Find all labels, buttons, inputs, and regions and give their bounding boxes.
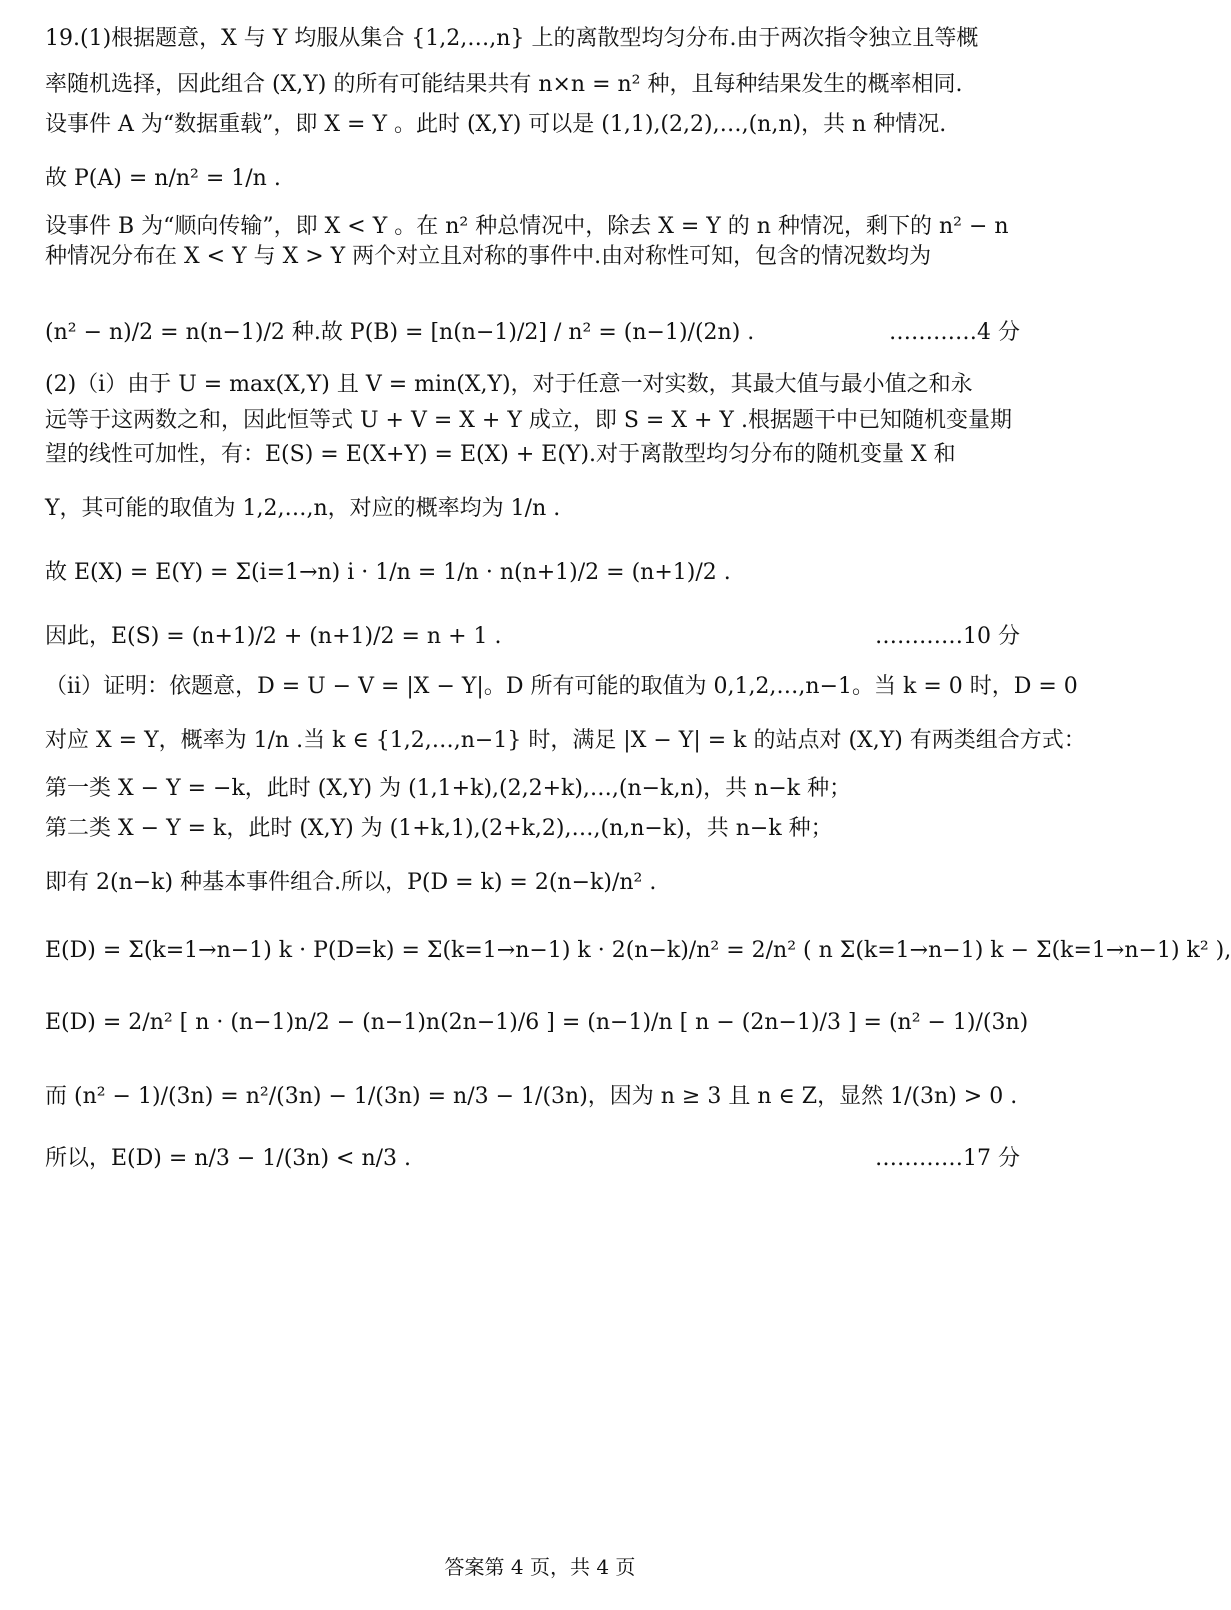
text-line: 望的线性可加性，有：E(S) = E(X+Y) = E(X) + E(Y).对于离散型均匀分布的随机变量 X 和: [45, 442, 956, 467]
text-line: 因此，E(S) = (n+1)/2 + (n+1)/2 = n + 1 .: [45, 624, 502, 649]
text-line: Y，其可能的取值为 1,2,…,n，对应的概率均为 1/n .: [45, 496, 561, 521]
text-line: 而 (n² − 1)/(3n) = n²/(3n) − 1/(3n) = n/3 − 1/(3n)，因为 n ≥ 3 且 n ∈ Z，显然 1/(3n) > 0 .: [45, 1084, 1018, 1109]
text-line: (n² − n)/2 = n(n−1)/2 种.故 P(B) = [n(n−1)/2] / n² = (n−1)/(2n) .: [45, 320, 755, 345]
text-line: 率随机选择，因此组合 (X,Y) 的所有可能结果共有 n×n = n² 种，且每种结果发生的概率相同.: [45, 72, 963, 97]
page-footer: 答案第 4 页，共 4 页: [444, 1555, 636, 1579]
score-marker: …………17 分: [875, 1146, 1020, 1171]
text-line: E(D) = 2/n² [ n · (n−1)n/2 − (n−1)n(2n−1)/6 ] = (n−1)/n [ n − (2n−1)/3 ] = (n² − 1)/(3n): [45, 1010, 1029, 1035]
text-line: 19.(1)根据题意，X 与 Y 均服从集合 {1,2,…,n} 上的离散型均匀分布.由于两次指令独立且等概: [45, 26, 979, 51]
text-line: 种情况分布在 X < Y 与 X > Y 两个对立且对称的事件中.由对称性可知，包含的情况数均为: [45, 244, 932, 269]
text-line: 第二类 X − Y = k，此时 (X,Y) 为 (1+k,1),(2+k,2),…,(n,n−k)，共 n−k 种；: [45, 816, 833, 841]
text-line: E(D) = Σ(k=1→n−1) k · P(D=k) = Σ(k=1→n−1) k · 2(n−k)/n² = 2/n² ( n Σ(k=1→n−1) k − Σ(k=1→n−1) k² ),: [45, 938, 1231, 963]
text-line: （ii）证明：依题意，D = U − V = |X − Y|。D 所有可能的取值为 0,1,2,…,n−1。当 k = 0 时，D = 0: [45, 674, 1078, 699]
text-line: 远等于这两数之和，因此恒等式 U + V = X + Y 成立，即 S = X + Y .根据题干中已知随机变量期: [45, 408, 1012, 433]
text-line: 设事件 B 为“顺向传输”，即 X < Y 。在 n² 种总情况中，除去 X = Y 的 n 种情况，剩下的 n² − n: [45, 214, 1009, 239]
text-line: (2)（i）由于 U = max(X,Y) 且 V = min(X,Y)，对于任意一对实数，其最大值与最小值之和永: [45, 372, 973, 397]
text-line: 故 P(A) = n/n² = 1/n .: [45, 166, 281, 191]
text-line: 故 E(X) = E(Y) = Σ(i=1→n) i · 1/n = 1/n · n(n+1)/2 = (n+1)/2 .: [45, 560, 731, 585]
text-line: 设事件 A 为“数据重载”，即 X = Y 。此时 (X,Y) 可以是 (1,1),(2,2),…,(n,n)，共 n 种情况.: [45, 112, 947, 137]
text-line: 即有 2(n−k) 种基本事件组合.所以，P(D = k) = 2(n−k)/n² .: [45, 870, 657, 895]
score-marker: …………10 分: [875, 624, 1020, 649]
text-line: 对应 X = Y，概率为 1/n .当 k ∈ {1,2,…,n−1} 时，满足 |X − Y| = k 的站点对 (X,Y) 有两类组合方式：: [45, 728, 1086, 753]
text-line: 所以，E(D) = n/3 − 1/(3n) < n/3 .: [45, 1146, 412, 1171]
text-line: 第一类 X − Y = −k，此时 (X,Y) 为 (1,1+k),(2,2+k),…,(n−k,n)，共 n−k 种；: [45, 776, 852, 801]
score-marker: …………4 分: [889, 320, 1020, 345]
